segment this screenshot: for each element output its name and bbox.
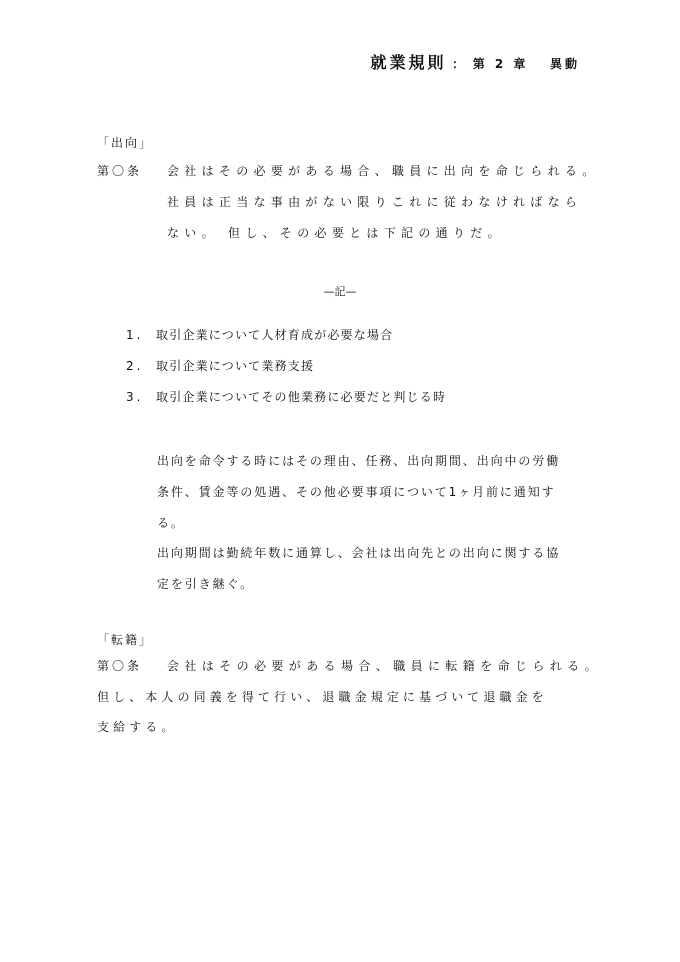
- secondment-article-text-1: 会社はその必要がある場合、職員に出向を命じられる。: [167, 164, 600, 178]
- chapter-name: 異動: [549, 57, 580, 71]
- secondment-paragraph-line: 出向期間は勤続年数に通算し、会社は出向先との出向に関する協: [157, 546, 561, 560]
- secondment-article-text-2: 社員は正当な事由がない限りこれに従わなければなら: [167, 195, 583, 209]
- transfer-heading: 「転籍」: [97, 633, 154, 647]
- transfer-article-line-1: [97, 657, 602, 674]
- secondment-paragraph-line: 出向を命令する時にはその理由、任務、出向期間、出向中の労働: [157, 454, 561, 468]
- list-item-number: 1.: [126, 328, 144, 342]
- transfer-article-text-3: 支給する。: [97, 720, 178, 734]
- list-item-text: 取引企業について業務支援: [156, 359, 315, 373]
- secondment-paragraph-line: る。: [157, 516, 185, 530]
- list-item-number: 3.: [126, 390, 144, 404]
- secondment-article-number: 第〇条: [97, 164, 143, 178]
- list-item-text: 取引企業についてその他業務に必要だと判じる時: [156, 390, 447, 404]
- secondment-paragraph-line: 条件、賃金等の処遇、その他必要事項について1ヶ月前に通知す: [157, 485, 556, 499]
- list-item-number: 2.: [126, 359, 144, 373]
- rules-title: 就業規則: [370, 53, 447, 72]
- secondment-article-text-3: ない。 但し、その必要とは下記の通りだ。: [167, 226, 505, 240]
- list-item: [126, 357, 314, 374]
- transfer-article-text-2: 但し、本人の同義を得て行い、退職金規定に基づいて退職金を: [97, 690, 548, 704]
- chapter-number: 第 2 章: [472, 57, 529, 71]
- transfer-article-number: 第〇条: [97, 659, 143, 673]
- secondment-paragraph-line: 定を引き継ぐ。: [157, 577, 255, 591]
- list-item-text: 取引企業について人材育成が必要な場合: [156, 328, 394, 342]
- secondment-article-line-1: [97, 162, 600, 179]
- title-separator: ：: [452, 57, 468, 71]
- secondment-heading: 「出向」: [97, 136, 154, 150]
- transfer-article-text-1: 会社はその必要がある場合、職員に転籍を命じられる。: [167, 659, 603, 673]
- page-header: [371, 50, 581, 73]
- list-item: [126, 326, 393, 343]
- ki-marker: —記—: [323, 285, 357, 298]
- list-item: [126, 388, 446, 405]
